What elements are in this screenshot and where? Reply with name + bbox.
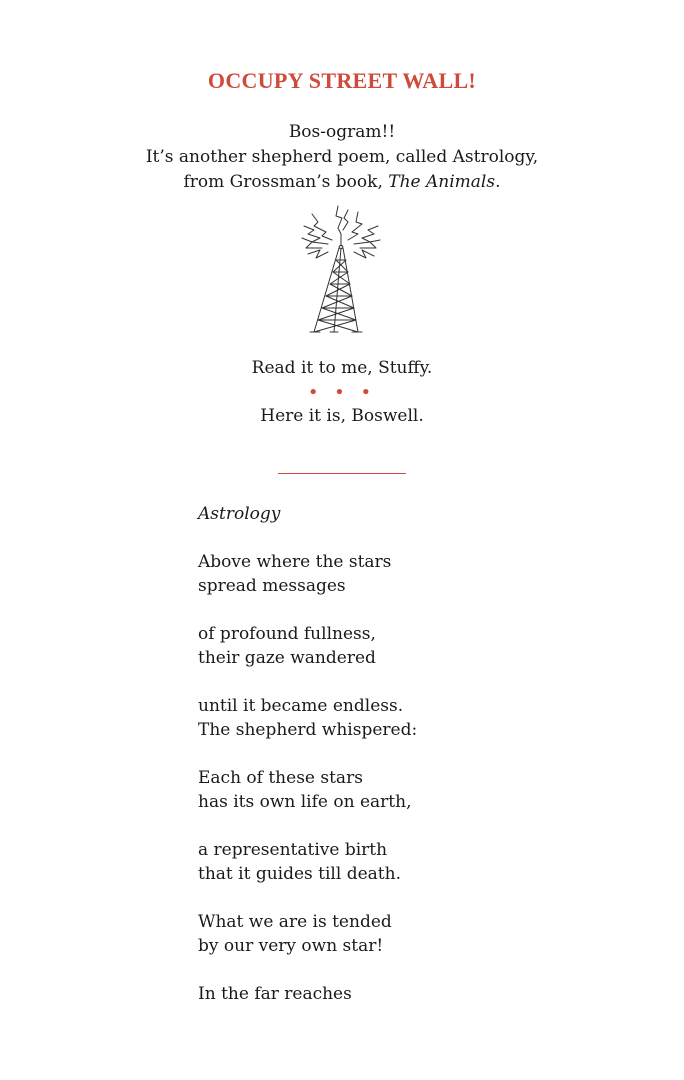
dialog-reply: Here it is, Boswell. xyxy=(260,406,424,426)
radio-tower-icon xyxy=(298,204,384,338)
poem-line: Each of these stars xyxy=(198,768,363,788)
poem-line: has its own life on earth, xyxy=(198,792,412,812)
poem-stanza xyxy=(198,910,638,958)
poem-stanza xyxy=(198,838,638,886)
poem-line: that it guides till death. xyxy=(198,864,401,884)
poem-stanza xyxy=(198,766,638,814)
poem-line: their gaze wandered xyxy=(198,648,376,668)
poem-stanza xyxy=(198,622,638,670)
intro-line-3-prefix: from Grossman’s book, xyxy=(183,172,389,192)
poem-line: The shepherd whispered: xyxy=(198,720,418,740)
section-divider xyxy=(278,473,406,474)
dialog-request: Read it to me, Stuffy. xyxy=(251,358,433,378)
book-title: The Animals xyxy=(388,172,496,192)
poem-line: In the far reaches xyxy=(198,984,352,1004)
intro-line-2: It’s another shepherd poem, called Astrology, xyxy=(145,147,539,167)
intro-line-1: Bos-ogram!! xyxy=(288,122,396,142)
poem-title: Astrology xyxy=(198,504,281,524)
poem-line: Above where the stars xyxy=(198,552,392,572)
intro-line-3-suffix: . xyxy=(495,172,501,192)
poem xyxy=(198,502,638,1030)
poem-stanza xyxy=(198,550,638,598)
intro-text xyxy=(0,120,684,195)
poem-line: until it became endless. xyxy=(198,696,404,716)
poem-line: What we are is tended xyxy=(198,912,392,932)
poem-stanza xyxy=(198,694,638,742)
poem-line: a representative birth xyxy=(198,840,388,860)
intro-line-3 xyxy=(0,170,684,195)
poem-line: spread messages xyxy=(198,576,346,596)
page-title: OCCUPY STREET WALL! xyxy=(207,68,477,93)
poem-stanza xyxy=(198,982,638,1006)
dialog-separator: • • • xyxy=(307,382,377,403)
poem-line: by our very own star! xyxy=(198,936,384,956)
poem-line: of profound fullness, xyxy=(198,624,376,644)
